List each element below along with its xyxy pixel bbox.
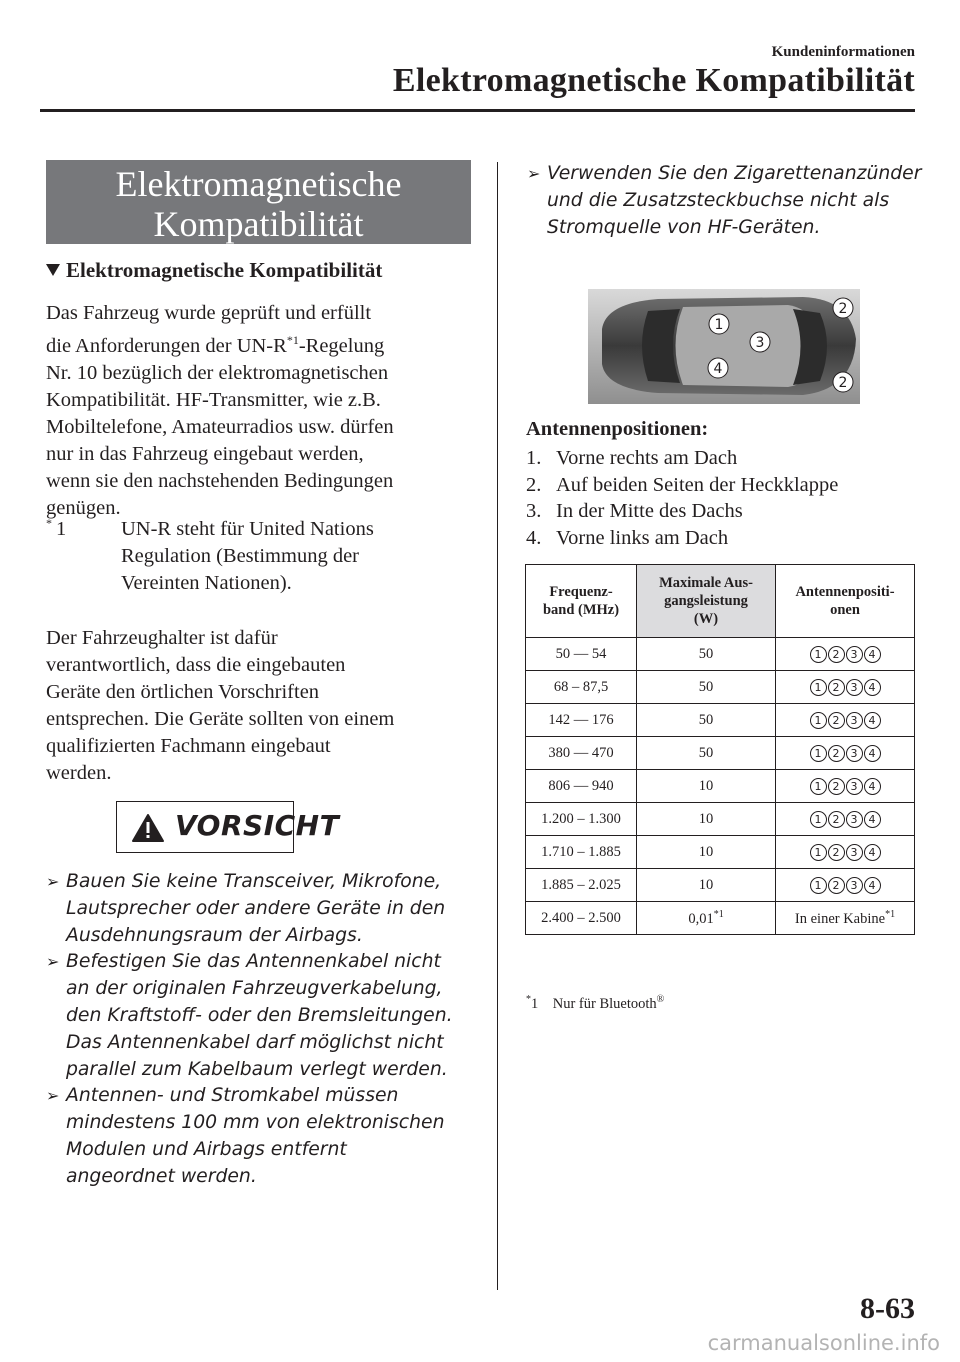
bullet-line: angeordnet werden. bbox=[66, 1166, 257, 1187]
position-marker-icon: 2 bbox=[828, 712, 845, 729]
cell-positions bbox=[776, 869, 915, 902]
cell-band: 142 — 176 bbox=[526, 704, 637, 737]
intro-paragraph bbox=[46, 300, 476, 522]
footnote-line: Regulation (Bestimmung der bbox=[121, 545, 359, 567]
cell-positions bbox=[776, 671, 915, 704]
table-row bbox=[526, 704, 915, 737]
bullet-line: Lautsprecher oder andere Geräte in den bbox=[66, 898, 446, 919]
position-marker-icon: 3 bbox=[846, 679, 863, 696]
position-marker-icon: 4 bbox=[864, 844, 881, 861]
cell-positions bbox=[776, 836, 915, 869]
para-line: entsprechen. Die Geräte sollten von einem bbox=[46, 708, 395, 730]
cell-power bbox=[637, 836, 776, 869]
item-number: 2. bbox=[526, 474, 542, 496]
position-marker-icon: 4 bbox=[864, 745, 881, 762]
power-value: 50 bbox=[698, 744, 714, 761]
bullet-text bbox=[66, 1082, 445, 1190]
marker-3 bbox=[750, 332, 770, 352]
table-row bbox=[526, 902, 915, 935]
cell-band: 1.885 – 2.025 bbox=[526, 869, 637, 902]
position-marker-icon: 1 bbox=[810, 877, 827, 894]
position-marker-icon: 3 bbox=[846, 646, 863, 663]
para-text: die Anforderungen der UN-R bbox=[46, 334, 287, 357]
table-row bbox=[526, 770, 915, 803]
position-markers bbox=[810, 778, 881, 795]
cell-band: 68 – 87,5 bbox=[526, 671, 637, 704]
para-line: Der Fahrzeughalter ist dafür bbox=[46, 627, 278, 649]
cell-positions bbox=[776, 902, 915, 935]
footnote-mark: * bbox=[526, 994, 531, 1005]
bullet-line: Befestigen Sie das Antennenkabel nicht bbox=[66, 951, 441, 972]
marker-2-top bbox=[833, 298, 853, 318]
table-row bbox=[526, 869, 915, 902]
cell-power bbox=[637, 902, 776, 935]
cell-band: 2.400 – 2.500 bbox=[526, 902, 637, 935]
footnote-line: UN-R steht für United Nations bbox=[121, 518, 374, 540]
position-marker-icon: 2 bbox=[828, 745, 845, 762]
item-text: Vorne rechts am Dach bbox=[556, 447, 738, 469]
position-marker-icon: 3 bbox=[846, 712, 863, 729]
item-number: 4. bbox=[526, 527, 542, 549]
cell-power bbox=[637, 671, 776, 704]
cell-power bbox=[637, 770, 776, 803]
cell-band: 806 — 940 bbox=[526, 770, 637, 803]
caution-box bbox=[116, 801, 340, 853]
power-value: 10 bbox=[698, 777, 714, 794]
cell-power bbox=[637, 737, 776, 770]
cell-power bbox=[637, 704, 776, 737]
table-header-row bbox=[526, 565, 915, 638]
header-chapter-title: Elektromagnetische Kompatibilität bbox=[392, 62, 915, 99]
bullet-line: mindestens 100 mm von elektronischen bbox=[66, 1112, 445, 1133]
header-line: Maximale Aus- bbox=[659, 575, 753, 591]
title-line-1: Elektromagnetische bbox=[115, 164, 402, 204]
cell-band: 380 — 470 bbox=[526, 737, 637, 770]
position-marker-icon: 4 bbox=[864, 712, 881, 729]
position-marker-icon: 1 bbox=[810, 844, 827, 861]
position-marker-icon: 3 bbox=[846, 745, 863, 762]
position-marker-icon: 2 bbox=[828, 811, 845, 828]
owner-paragraph bbox=[46, 625, 476, 787]
para-line: nur in das Fahrzeug eingebaut werden, bbox=[46, 442, 364, 465]
col-header-band bbox=[526, 565, 637, 638]
marker-4 bbox=[708, 358, 728, 378]
para-line: Das Fahrzeug wurde geprüft und erfüllt bbox=[46, 302, 372, 324]
section-title-box bbox=[46, 160, 471, 244]
table-row bbox=[526, 737, 915, 770]
table-footnote bbox=[526, 994, 664, 1013]
power-value: 50 bbox=[698, 711, 714, 728]
position-markers bbox=[810, 679, 881, 696]
footnote-ref: *1 bbox=[713, 908, 724, 920]
bullet-line: Bauen Sie keine Transceiver, Mikrofone, bbox=[66, 871, 442, 892]
antenna-position-item bbox=[526, 525, 728, 551]
para-line: Nr. 10 bezüglich der elektromagnetischen bbox=[46, 361, 389, 384]
position-marker-icon: 2 bbox=[828, 778, 845, 795]
position-markers bbox=[810, 712, 881, 729]
para-line: werden. bbox=[46, 762, 112, 784]
position-markers bbox=[810, 646, 881, 663]
cell-power bbox=[637, 638, 776, 671]
car-antenna-diagram bbox=[588, 289, 860, 404]
position-markers bbox=[810, 877, 881, 894]
position-marker-icon: 2 bbox=[828, 679, 845, 696]
bullet-text bbox=[547, 160, 921, 241]
bullet-line: Antennen- und Stromkabel müssen bbox=[66, 1085, 399, 1106]
bullet-text bbox=[66, 948, 453, 1083]
position-marker-icon: 1 bbox=[810, 778, 827, 795]
table-row bbox=[526, 803, 915, 836]
table-row bbox=[526, 638, 915, 671]
footnote-number: 1 bbox=[531, 995, 539, 1012]
cell-positions bbox=[776, 704, 915, 737]
col-header-power bbox=[637, 565, 776, 638]
cell-positions bbox=[776, 737, 915, 770]
position-marker-icon: 3 bbox=[846, 877, 863, 894]
title-line-2: Kompatibilität bbox=[153, 204, 364, 244]
power-value: 0,01 bbox=[688, 910, 714, 927]
para-text: -Regelung bbox=[298, 334, 385, 357]
bullet-line: Das Antennenkabel darf möglichst nicht bbox=[66, 1032, 444, 1053]
svg-text:3: 3 bbox=[755, 335, 765, 351]
antenna-position-item bbox=[526, 445, 737, 471]
power-value: 10 bbox=[698, 843, 714, 860]
position-marker-icon: 3 bbox=[846, 811, 863, 828]
position-marker-icon: 4 bbox=[864, 778, 881, 795]
arrow-bullet-icon: ➢ bbox=[46, 1086, 60, 1105]
column-divider bbox=[497, 162, 498, 1290]
item-number: 3. bbox=[526, 500, 542, 522]
bullet-line: Verwenden Sie den Zigarettenanzünder bbox=[547, 163, 922, 184]
cell-positions bbox=[776, 803, 915, 836]
section-heading-text: Elektromagnetische Kompatibilität bbox=[66, 258, 383, 282]
position-markers bbox=[810, 745, 881, 762]
cell-band: 1.200 – 1.300 bbox=[526, 803, 637, 836]
bullet-line: Ausdehnungsraum der Airbags. bbox=[66, 925, 363, 946]
table-row bbox=[526, 836, 915, 869]
item-text: In der Mitte des Dachs bbox=[556, 500, 743, 522]
cell-band: 1.710 – 1.885 bbox=[526, 836, 637, 869]
bullet-line: und die Zusatzsteckbuchse nicht als bbox=[547, 190, 890, 211]
table-row bbox=[526, 671, 915, 704]
position-marker-icon: 1 bbox=[810, 646, 827, 663]
caution-label: VORSICHT bbox=[175, 809, 340, 842]
item-text: Auf beiden Seiten der Heckklappe bbox=[556, 474, 839, 496]
position-marker-icon: 1 bbox=[810, 811, 827, 828]
position-marker-icon: 4 bbox=[864, 646, 881, 663]
para-line: qualifizierten Fachmann eingebaut bbox=[46, 735, 331, 757]
position-marker-icon: 1 bbox=[810, 679, 827, 696]
position-marker-icon: 2 bbox=[828, 877, 845, 894]
position-markers bbox=[810, 811, 881, 828]
bullet-line: Stromquelle von HF-Geräten. bbox=[547, 217, 821, 238]
position-text: In einer Kabine bbox=[794, 910, 886, 927]
position-marker-icon: 4 bbox=[864, 811, 881, 828]
position-marker-icon: 2 bbox=[828, 844, 845, 861]
position-markers bbox=[810, 844, 881, 861]
header-line: band (MHz) bbox=[542, 602, 620, 618]
bullet-text bbox=[66, 868, 445, 949]
position-marker-icon: 2 bbox=[828, 646, 845, 663]
arrow-bullet-icon: ➢ bbox=[527, 164, 541, 183]
registered-mark: ® bbox=[656, 994, 665, 1005]
bullet-line: an der originalen Fahrzeugverkabelung, bbox=[66, 978, 443, 999]
header-line: onen bbox=[830, 602, 860, 618]
watermark: carmanualsonline.info bbox=[707, 1331, 940, 1355]
cell-power bbox=[637, 803, 776, 836]
triangle-bullet-icon bbox=[46, 264, 60, 276]
header-line: (W) bbox=[693, 611, 719, 627]
position-marker-icon: 4 bbox=[864, 877, 881, 894]
warning-triangle-icon bbox=[131, 813, 165, 843]
svg-text:2: 2 bbox=[838, 375, 848, 391]
para-line: Mobiltelefone, Amateurradios usw. dürfen bbox=[46, 415, 394, 438]
svg-text:4: 4 bbox=[713, 361, 723, 377]
header-line: gangsleistung bbox=[664, 593, 748, 609]
para-line: Kompatibilität. HF-Transmitter, wie z.B. bbox=[46, 388, 381, 411]
cell-band: 50 — 54 bbox=[526, 638, 637, 671]
position-marker-icon: 1 bbox=[810, 745, 827, 762]
footnote-number: 1 bbox=[56, 518, 67, 540]
antenna-positions-heading: Antennenpositionen: bbox=[526, 418, 709, 440]
footnote-mark: * bbox=[46, 516, 52, 530]
footnote-text: Nur für Bluetooth bbox=[552, 995, 657, 1012]
col-header-positions bbox=[776, 565, 915, 638]
cell-power bbox=[637, 869, 776, 902]
cell-positions bbox=[776, 770, 915, 803]
antenna-position-item bbox=[526, 472, 838, 498]
position-marker-icon: 4 bbox=[864, 679, 881, 696]
para-line: Geräte den örtlichen Vorschriften bbox=[46, 681, 320, 703]
page-number: 8-63 bbox=[860, 1292, 915, 1325]
header-line: Antennenpositi- bbox=[795, 584, 895, 600]
svg-text:2: 2 bbox=[838, 301, 848, 317]
position-marker-icon: 3 bbox=[846, 844, 863, 861]
power-value: 50 bbox=[698, 645, 714, 662]
section-heading bbox=[46, 258, 382, 283]
para-line: verantwortlich, dass die eingebauten bbox=[46, 654, 346, 676]
power-value: 10 bbox=[698, 810, 714, 827]
para-line: wenn sie den nachstehenden Bedingungen bbox=[46, 469, 394, 492]
arrow-bullet-icon: ➢ bbox=[46, 872, 60, 891]
position-marker-icon: 1 bbox=[810, 712, 827, 729]
footnote-ref: *1 bbox=[286, 333, 299, 347]
header-rule bbox=[40, 109, 915, 112]
item-text: Vorne links am Dach bbox=[556, 527, 729, 549]
marker-1 bbox=[709, 314, 729, 334]
para-line: genügen. bbox=[46, 496, 121, 519]
svg-text:1: 1 bbox=[714, 317, 724, 333]
header-section-label: Kundeninformationen bbox=[771, 44, 915, 60]
header-line: Frequenz- bbox=[549, 584, 613, 600]
footnote-text bbox=[121, 516, 481, 597]
position-marker-icon: 3 bbox=[846, 778, 863, 795]
footnote-ref: *1 bbox=[885, 908, 896, 920]
bullet-line: Modulen und Airbags entfernt bbox=[66, 1139, 347, 1160]
footnote-line: Vereinten Nationen). bbox=[121, 572, 292, 594]
item-number: 1. bbox=[526, 447, 542, 469]
antenna-position-item bbox=[526, 498, 743, 524]
marker-2-bottom bbox=[833, 372, 853, 392]
para-line bbox=[46, 327, 476, 360]
bullet-line: den Kraftstoff- oder den Bremsleitungen. bbox=[66, 1005, 453, 1026]
power-value: 50 bbox=[698, 678, 714, 695]
power-value: 10 bbox=[698, 876, 714, 893]
bullet-line: parallel zum Kabelbaum verlegt werden. bbox=[66, 1059, 448, 1080]
frequency-table bbox=[525, 564, 915, 935]
cell-positions bbox=[776, 638, 915, 671]
arrow-bullet-icon: ➢ bbox=[46, 952, 60, 971]
